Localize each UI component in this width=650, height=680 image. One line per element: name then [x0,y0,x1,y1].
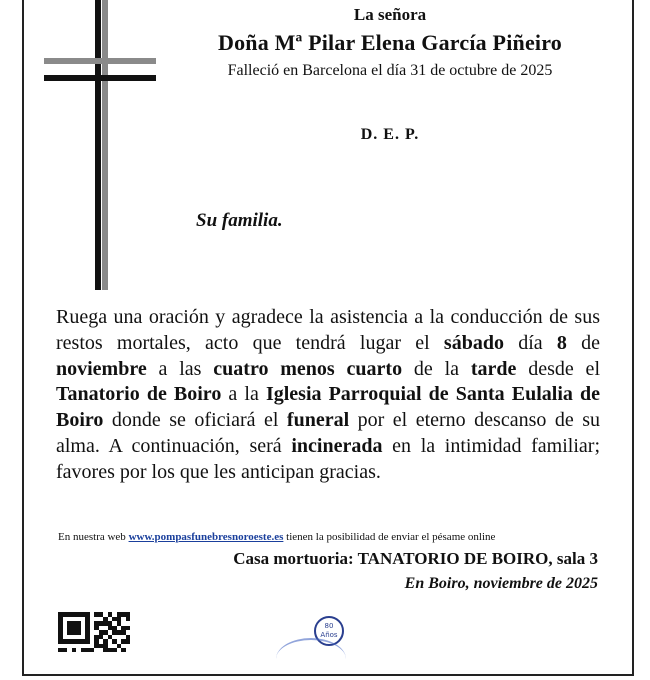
cross-vertical-gray [102,0,108,290]
funeral-home-line: Casa mortuoria: TANATORIO DE BOIRO, sala 3 [233,549,598,568]
body-text-run: día [503,331,557,354]
badge-word: Años [320,631,338,639]
qr-module [85,639,90,644]
cross-icon [44,0,156,295]
body-text-run: en la intimidad familiar; favores por los que les anticipan gracias. [56,434,600,483]
emphasis-text: funeral [286,409,350,432]
cross-vertical-dark [95,0,101,290]
body-text-run: a las [146,357,214,380]
ceremony-paragraph [56,305,600,486]
qr-module [112,648,117,652]
qr-code[interactable] [58,612,130,652]
emphasis-text: sábado [443,331,504,354]
website-link[interactable]: www.pompasfunebresnoroeste.es [128,531,284,543]
web-condolence-line [58,531,495,543]
body-text-run: desde el [516,357,600,380]
qr-module [72,648,77,652]
badge-number: 80 [324,622,334,630]
emphasis-text: tarde [470,357,517,380]
dep-text: D. E. P. [360,126,420,143]
body-text-run: por el eterno descanso de su alma. A continuación, será [56,409,601,457]
cross-horizontal-dark [44,75,156,81]
body-text-run: de la [402,357,471,380]
qr-module [126,617,131,622]
intro-text: La señora [353,5,427,24]
body-text-run: a la [221,383,266,406]
emphasis-text: Iglesia Parroquial de Santa Eulalia de Boiro [56,383,600,432]
emphasis-text: incinerada [291,434,383,457]
body-text-run: donde se oficiará el [103,409,287,432]
family-signature: Su familia. [196,210,283,231]
emphasis-text: noviembre [56,357,147,380]
body-text-run: Ruega una oración y agradece la asistencia a la conducción de sus restos mortales, acto que tendrá lugar el [56,306,600,354]
emphasis-text: Tanatorio de Boiro [56,383,222,406]
qr-module [121,648,126,652]
emphasis-text: cuatro menos cuarto [213,357,403,380]
emphasis-text: 8 [556,331,567,354]
qr-module [90,648,95,652]
web-suffix: tienen la posibilidad de enviar el pésame online [283,531,496,543]
qr-module [126,626,131,631]
logo-arc [276,638,346,680]
death-notice: Falleció en Barcelona el día 31 de octubre de 2025 [227,62,553,79]
qr-module [126,639,131,644]
deceased-name: Doña Mª Pilar Elena García Piñeiro [218,30,562,55]
web-prefix: En nuestra web [58,531,129,543]
qr-module [76,630,81,635]
place-date: En Boiro, noviembre de 2025 [404,575,598,592]
cross-horizontal-gray [44,58,156,64]
qr-module [63,648,68,652]
body-text-run: de [566,331,600,354]
